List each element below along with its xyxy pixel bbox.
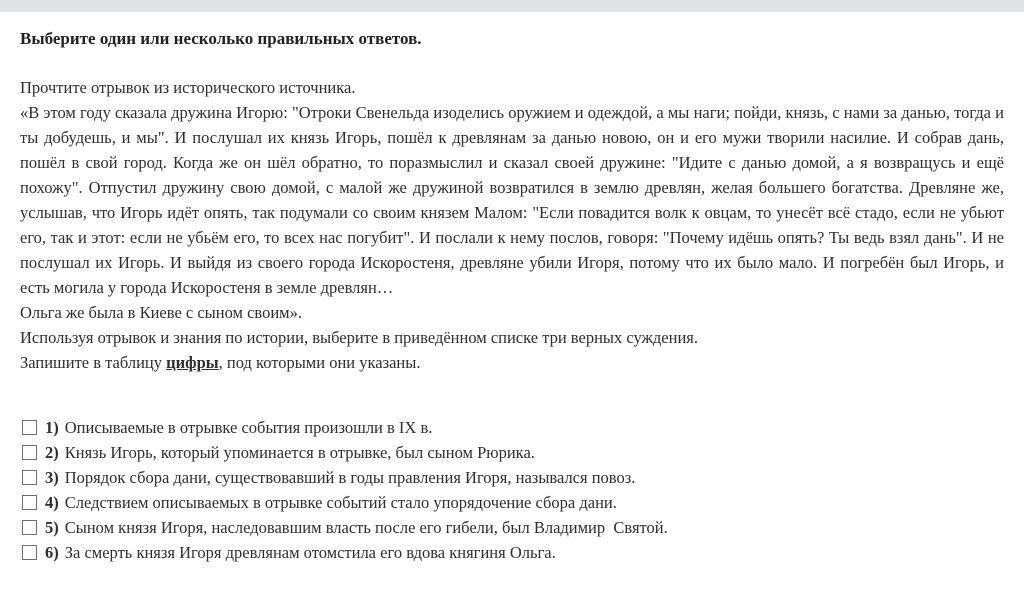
instruction-1-text: Используя отрывок и знания по истории, выберите в приведённом списке три верных суждения. (20, 328, 698, 347)
option-number: 3) (45, 468, 59, 487)
option-number: 5) (45, 518, 59, 537)
option-checkbox-2[interactable] (22, 445, 37, 460)
instruction-2-suffix: , под которыми они указаны. (218, 353, 421, 372)
option-label: Следствием описываемых в отрывке событий стало упорядочение сбора дани. (64, 493, 617, 512)
instruction-2-prefix: Запишите в таблицу (20, 353, 167, 372)
instruction-2-emphasis: цифры (166, 353, 219, 372)
option-number: 1) (45, 418, 59, 437)
source-passage-end: Ольга же была в Киеве с сыном своим». (20, 303, 302, 322)
option-checkbox-5[interactable] (22, 520, 37, 535)
option-number: 6) (45, 543, 59, 562)
option-number: 2) (45, 443, 59, 462)
top-strip (0, 0, 1024, 12)
option-label: Порядок сбора дани, существовавший в годы правления Игоря, назывался повоз. (64, 468, 636, 487)
option-label: Описываемые в отрывке события произошли в IX в. (64, 418, 433, 437)
instruction-line-1 (20, 325, 1004, 350)
option-label: Князь Игорь, который упоминается в отрывке, был сыном Рюрика. (64, 443, 535, 462)
question-title: Выберите один или несколько правильных ответов. (20, 29, 422, 48)
instruction-line-2 (20, 350, 1004, 375)
option-checkbox-4[interactable] (22, 495, 37, 510)
option-label: Сыном князя Игоря, наследовавшим власть после его гибели, был Владимир Святой. (64, 518, 668, 537)
option-checkbox-6[interactable] (22, 545, 37, 560)
options-list (20, 415, 1004, 565)
option-checkbox-1[interactable] (22, 420, 37, 435)
option-row-4 (20, 490, 1004, 515)
option-row-2 (20, 440, 1004, 465)
source-passage: «В этом году сказала дружина Игорю: "Отроки Свенельда изоделись оружием и одеждой, а мы наги; пойди, князь, с нами за данью, тогда и ты добудешь, и мы". И послушал их князь Игорь, пошёл к древлянам за данью новою, он и его мужи творили насилие. И собрав дань, пошёл в свой город. Когда же он шёл обратно, то поразмыслил и сказал своей дружине: "Идите с данью домой, а я возвращусь и ещё похожу". Отпустил дружину свою домой, с малой же дружиной возвратился в землю древлян, желая большего богатства. Древляне же, услышав, что Игорь идёт опять, так подумали со своим князем Малом: "Если повадится волк к овцам, то унесёт всё стадо, если не убьют его, так и этот: если не убьём его, то всех нас погубит". И послали к нему послов, говоря: "Почему идёшь опять? Ты ведь взял дань". И не послушал их Игорь. И выйдя из своего города Искоростеня, древляне убили Игоря, потому что их было мало. И погребён был Игорь, и есть могила у города Искоростеня в земле древлян… (20, 103, 1004, 297)
option-row-6 (20, 540, 1004, 565)
option-label: За смерть князя Игоря древлянам отомстила его вдова княгиня Ольга. (64, 543, 556, 562)
option-row-3 (20, 465, 1004, 490)
option-number: 4) (45, 493, 59, 512)
question-text-block (20, 75, 1004, 375)
option-checkbox-3[interactable] (22, 470, 37, 485)
option-row-1 (20, 415, 1004, 440)
question-page (0, 12, 1024, 565)
option-row-5 (20, 515, 1004, 540)
intro-line: Прочтите отрывок из исторического источника. (20, 78, 356, 97)
